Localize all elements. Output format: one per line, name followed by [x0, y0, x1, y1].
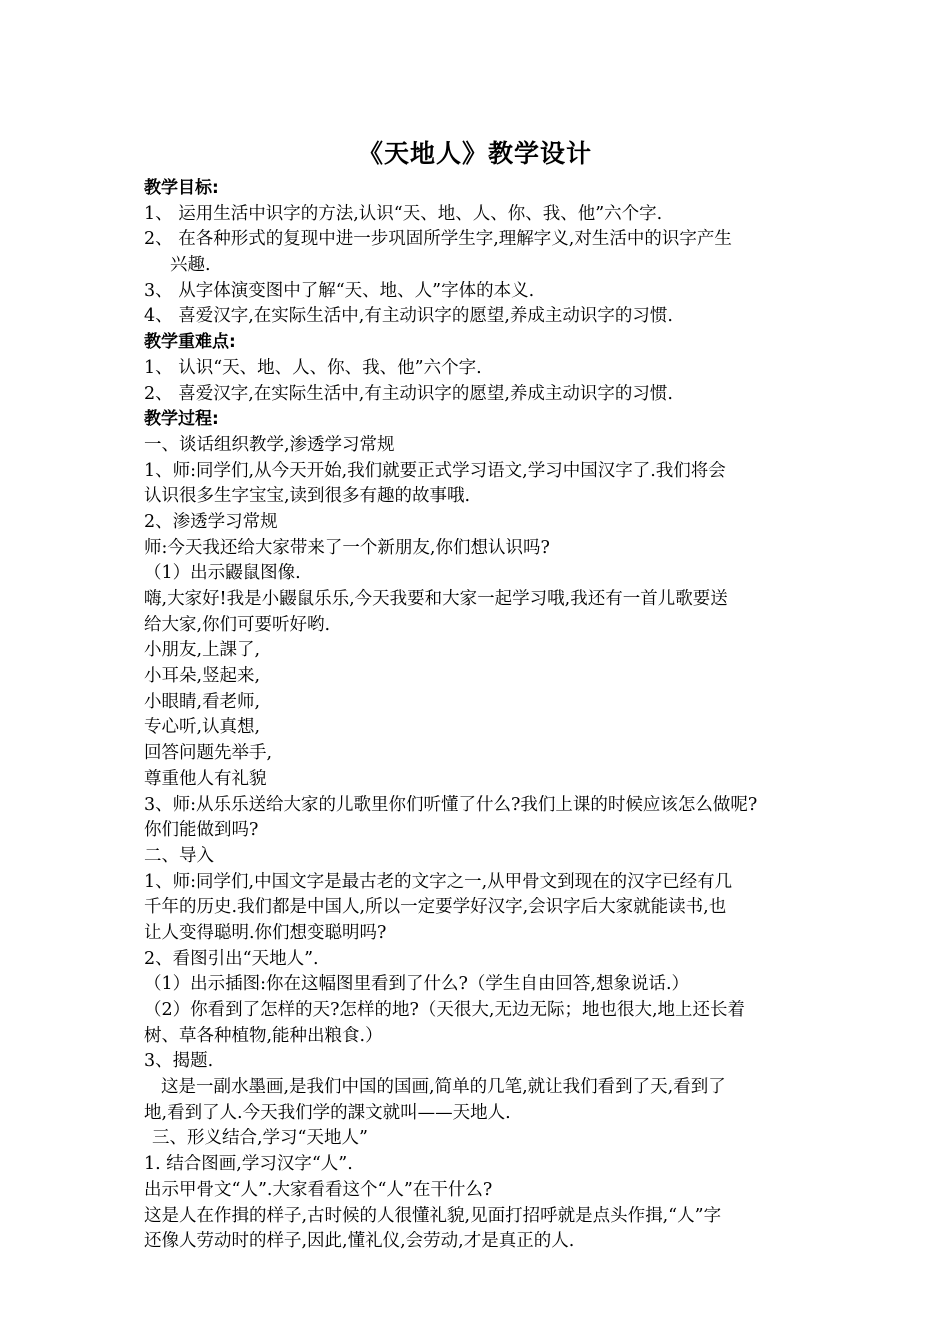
- document-title: 《天地人》教学设计: [357, 139, 592, 168]
- text-line: 三、形义结合,学习“天地人”: [152, 1128, 368, 1149]
- text-line: 2、 在各种形式的复现中进一步巩固所学生字,理解字义,对生活中的识字产生: [144, 229, 732, 250]
- text-line: （2）你看到了怎样的天?怎样的地?（天很大,无边无际；地也很大,地上还长着: [144, 1000, 746, 1020]
- text-line: 尊重他人有礼貌: [144, 768, 267, 789]
- text-line: 兴趣.: [170, 255, 211, 276]
- text-line: 小耳朵,竖起来,: [144, 666, 261, 687]
- text-line: 3、揭题.: [144, 1051, 214, 1072]
- text-line: 2、渗透学习常规: [144, 511, 278, 532]
- text-line: 你们能做到吗?: [144, 820, 259, 841]
- text-line: （1）出示鼹鼠图像.: [144, 563, 301, 584]
- text-line: 这是一副水墨画,是我们中国的国画,简单的几笔,就让我们看到了天,看到了: [161, 1077, 726, 1098]
- text-line: 给大家,你们可要听好哟.: [144, 614, 331, 635]
- text-line: 1、师:同学们,中国文字是最古老的文字之一,从甲骨文到现在的汉字已经有几: [144, 871, 733, 892]
- text-line: 二、导入: [144, 845, 214, 866]
- text-line: （1）出示插图:你在这幅图里看到了什么?（学生自由回答,想象说话.）: [144, 974, 690, 995]
- text-line: 4、 喜爱汉字,在实际生活中,有主动识字的愿望,养成主动识字的习惯.: [144, 306, 673, 327]
- text-line: 树、草各种植物,能种出粮食.）: [144, 1025, 383, 1046]
- text-line: 出示甲骨文“人”.大家看看这个“人”在干什么?: [144, 1179, 493, 1200]
- text-line: 1. 结合图画,学习汉字“人”.: [144, 1154, 353, 1175]
- text-line: 小眼睛,看老师,: [144, 691, 261, 712]
- text-line: 地,看到了人.今天我们学的課文就叫——天地人.: [144, 1102, 511, 1123]
- text-line: 小朋友,上課了,: [144, 640, 261, 661]
- section-heading: 教学重难点:: [144, 332, 236, 353]
- text-line: 一、谈话组织教学,渗透学习常规: [144, 434, 395, 455]
- text-line: 1、师:同学们,从今天开始,我们就要正式学习语文,学习中国汉字了.我们将会: [144, 460, 726, 481]
- text-line: 让人变得聪明.你们想变聪明吗?: [144, 922, 387, 943]
- text-line: 认识很多生字宝宝,读到很多有趣的故事哦.: [144, 486, 471, 507]
- text-line: 3、 从字体演变图中了解“天、地、人”字体的本义.: [144, 280, 535, 301]
- text-line: 嗨,大家好!我是小鼹鼠乐乐,今天我要和大家一起学习哦,我还有一首儿歌要送: [144, 589, 728, 609]
- text-line: 专心听,认真想,: [144, 717, 261, 738]
- text-line: 师:今天我还给大家带来了一个新朋友,你们想认识吗?: [144, 537, 550, 558]
- document-body: [144, 176, 834, 1255]
- text-line: 还像人劳动时的样子,因此,懂礼仪,会劳动,才是真正的人.: [144, 1231, 575, 1252]
- text-line: 2、 喜爱汉字,在实际生活中,有主动识字的愿望,养成主动识字的习惯.: [144, 383, 673, 404]
- section-heading: 教学过程:: [144, 409, 219, 430]
- text-line: 千年的历史.我们都是中国人,所以一定要学好汉字,会识字后大家就能读书,也: [144, 897, 727, 918]
- text-line: 回答问题先举手,: [144, 743, 273, 764]
- text-line: 1、 运用生活中识字的方法,认识“天、地、人、你、我、他”六个字.: [144, 203, 663, 224]
- text-line: 1、 认识“天、地、人、你、我、他”六个字.: [144, 357, 482, 378]
- section-heading: 教学目标:: [144, 178, 219, 198]
- text-line: 2、看图引出“天地人”.: [144, 948, 319, 969]
- text-line: 3、师:从乐乐送给大家的儿歌里你们听懂了什么?我们上课的时候应该怎么做呢?: [144, 794, 758, 815]
- text-line: 这是人在作揖的样子,古时候的人很懂礼貌,见面打招呼就是点头作揖,“人”字: [144, 1205, 722, 1226]
